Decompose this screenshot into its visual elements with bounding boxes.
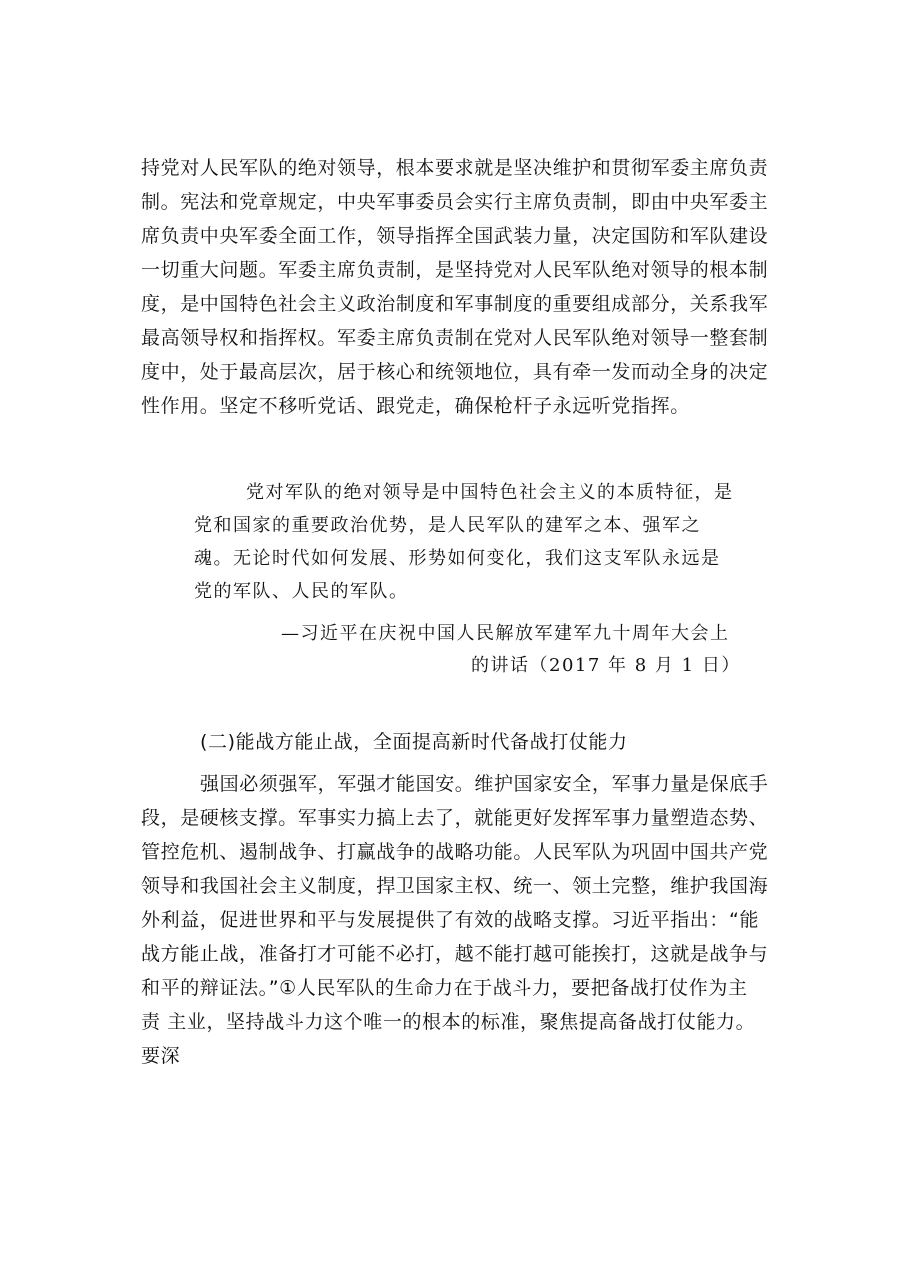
- text-line: 度中，处于最高层次，居于核心和统领地位，具有牵一发而动全身的决定: [141, 361, 769, 383]
- quote-source-date: 的讲话（2017 年 8 月 1 日）: [471, 655, 741, 676]
- text-line: 一切重大问题。军委主席负责制，是坚持党对人民军队绝对领导的根本制: [141, 259, 769, 281]
- text-line: 性作用。坚定不移听党话、跟党走，确保枪杆子永远听党指挥。: [141, 395, 690, 417]
- text-line: 度，是中国特色社会主义政治制度和军事制度的重要组成部分，关系我军: [141, 293, 769, 315]
- text-line: 持党对人民军队的绝对领导，根本要求就是坚决维护和贯彻军委主席负责: [141, 157, 769, 179]
- text-line: 制。宪法和党章规定，中央军事委员会实行主席负责制，即由中央军委主: [141, 191, 769, 213]
- text-line: 和平的辩证法。”①人民军队的生命力在于战斗力，要把备战打仗作为主: [141, 977, 748, 999]
- quote-line: 魂。无论时代如何发展、形势如何变化，我们这支军队永远是: [194, 548, 721, 569]
- section-heading: (二)能战方能止战，全面提高新时代备战打仗能力: [200, 731, 628, 753]
- text-line: 责 主业，坚持战斗力这个唯一的根本的标准，聚焦提高备战打仗能力。: [141, 1011, 756, 1033]
- text-line: 强国必须强军，军强才能国安。维护国家安全，军事力量是保底手: [200, 773, 769, 795]
- quote-line: 党的军队、人民的军队。: [194, 581, 409, 602]
- text-line: 最高领导权和指挥权。军委主席负责制在党对人民军队绝对领导一整套制: [141, 327, 769, 349]
- quote-line: 党和国家的重要政治优势，是人民军队的建军之本、强军之: [194, 515, 701, 536]
- text-line: 领导和我国社会主义制度，捍卫国家主权、统一、领土完整，维护我国海: [141, 875, 769, 897]
- quote-line: 党对军队的绝对领导是中国特色社会主义的本质特征，是: [246, 482, 734, 503]
- text-line: 要深: [141, 1045, 181, 1067]
- text-line: 管控危机、遏制战争、打赢战争的战略功能。人民军队为巩固中国共产党: [141, 841, 769, 863]
- text-line: 战方能止战，准备打才可能不必打，越不能打越可能挨打，这就是战争与: [141, 943, 769, 965]
- text-line: 段，是硬核支撑。军事实力搞上去了，就能更好发挥军事力量塑造态势、: [141, 807, 769, 829]
- text-line: 外利益，促进世界和平与发展提供了有效的战略支撑。习近平指出：“能: [141, 909, 760, 931]
- text-line: 席负责中央军委全面工作，领导指挥全国武装力量，决定国防和军队建设: [141, 225, 769, 247]
- quote-source: —习近平在庆祝中国人民解放军建军九十周年大会上: [281, 623, 730, 644]
